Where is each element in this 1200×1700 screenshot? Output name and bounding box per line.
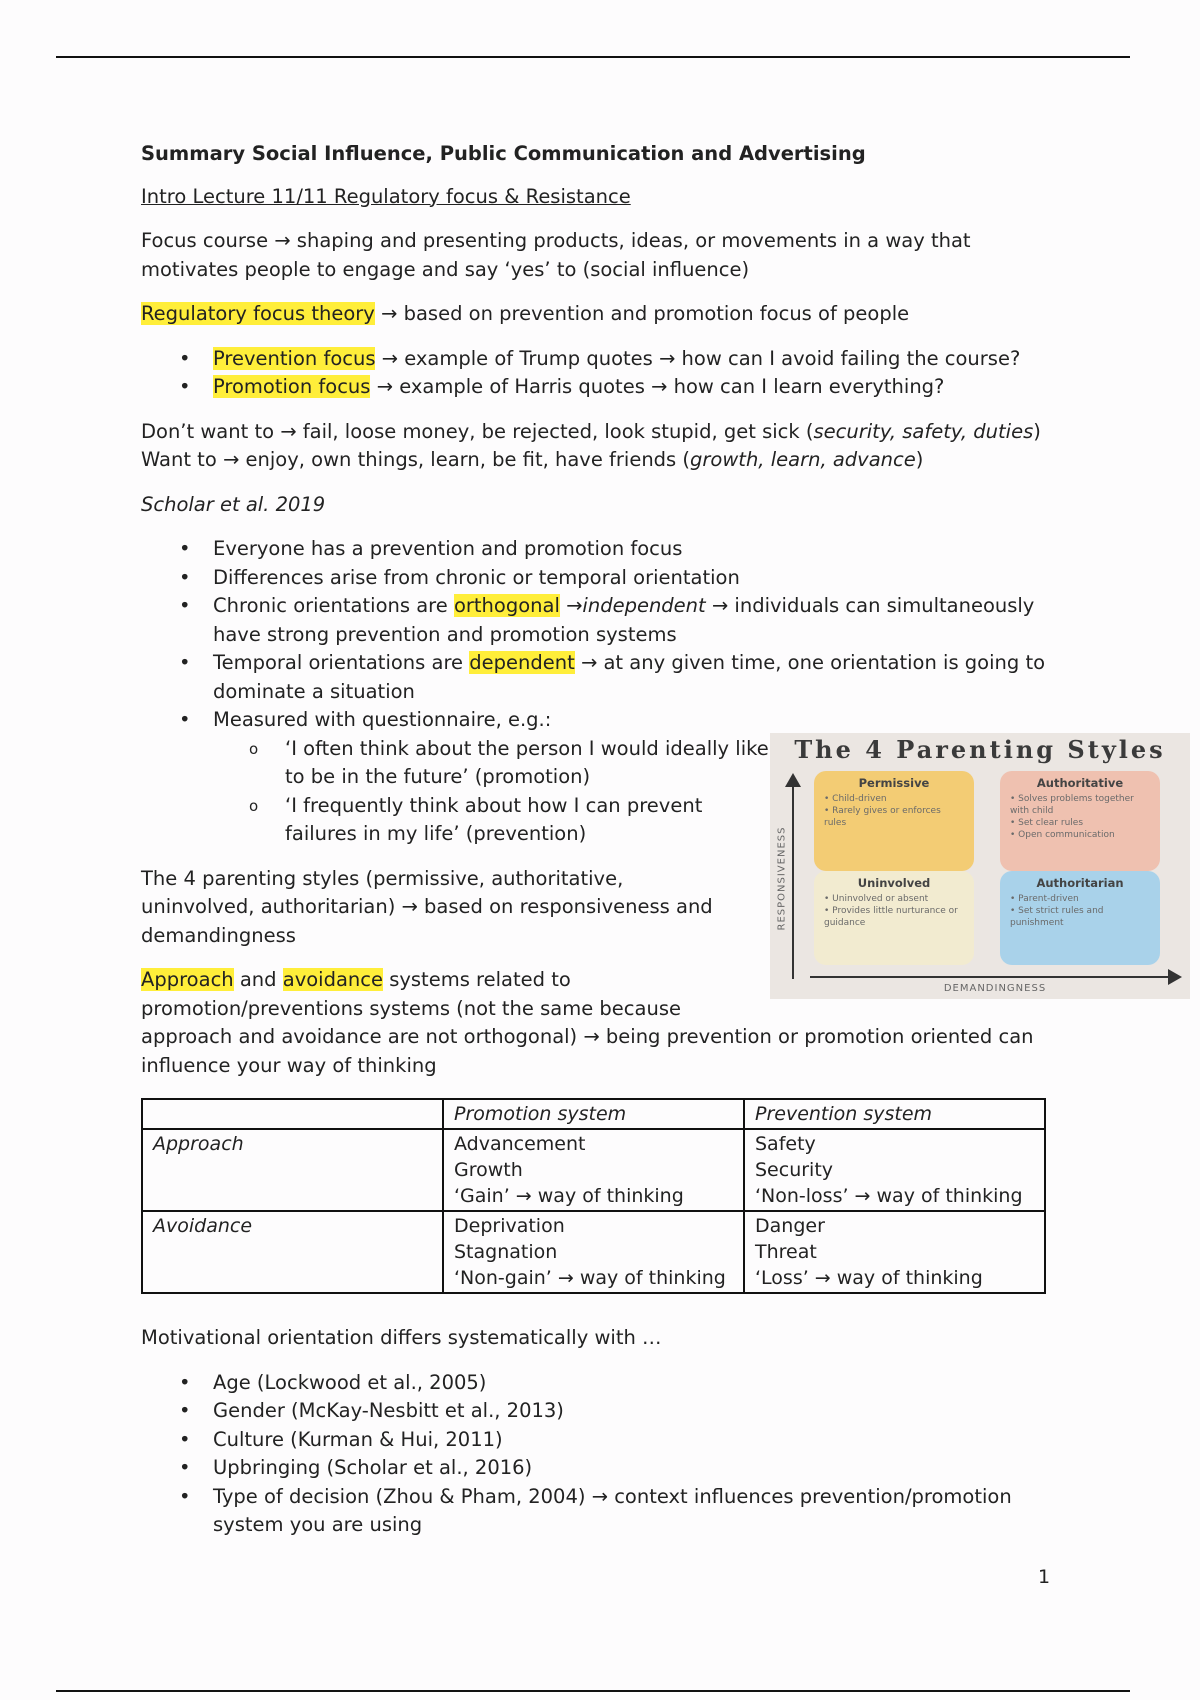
list-item-text: → individuals can simultaneously have strong prevention and promotion systems: [213, 594, 1035, 646]
list-item-text: →: [559, 594, 583, 617]
box-title: Uninvolved: [857, 876, 931, 890]
approach-line-2: promotion/preventions systems (not the same because: [141, 996, 681, 1020]
list-item: [141, 345, 1056, 374]
cell-line: ‘Loss’ → way of thinking: [755, 1267, 983, 1289]
list-item-text: Chronic orientations are: [213, 594, 454, 617]
list-item: • Upbringing (Scholar et al., 2016): [141, 1454, 1056, 1483]
permissive-box: [814, 771, 974, 871]
scholar-reference: Scholar et al. 2019: [141, 492, 326, 516]
cell-line: Deprivation: [454, 1215, 565, 1237]
lecture-subtitle: Intro Lecture 11/11 Regulatory focus & Resistance: [141, 184, 631, 208]
dont-want-text: Don’t want to → fail, loose money, be rejected, look stupid, get sick (: [141, 419, 814, 443]
dont-want-italic: security, safety, duties: [813, 419, 1034, 443]
box-item: • Rarely gives or enforces rules: [824, 806, 941, 828]
list-item: • Everyone has a prevention and promotion focus: [141, 535, 1056, 564]
focus-course-text: Focus course → shaping and presenting products, ideas, or movements in a way that motivates people to engage and say ‘yes’ to (social influence): [141, 229, 971, 281]
sub-list-item: o ‘I frequently think about how I can prevent failures in my life’ (prevention): [213, 792, 773, 849]
x-axis-label: DEMANDINGNESS: [943, 983, 1047, 994]
avoidance-term: avoidance: [282, 968, 383, 991]
list-item: • Differences arise from chronic or temporal orientation: [141, 564, 1056, 593]
cell-line: Danger: [755, 1215, 825, 1237]
motivational-text: Motivational orientation differs systematically with …: [141, 1326, 662, 1349]
list-item-text: Temporal orientations are: [213, 651, 470, 674]
sub-list-item: o ‘I often think about the person I would ideally like to be in the future’ (promotion): [213, 735, 773, 792]
approach-rest: systems related to: [383, 968, 571, 991]
x-axis: [810, 976, 1170, 978]
approach-row-label: Approach: [142, 1129, 443, 1211]
list-item: • Age (Lockwood et al., 2005): [141, 1369, 1056, 1398]
systems-table: [141, 1098, 1046, 1294]
cell-line: ‘Non-loss’ → way of thinking: [755, 1185, 1023, 1207]
table-cell: [443, 1211, 744, 1293]
table-header-row: [142, 1099, 1045, 1129]
box-item: • Set clear rules: [1010, 818, 1084, 828]
table-cell: [744, 1211, 1045, 1293]
want-italic: growth, learn, advance: [690, 448, 916, 471]
cell-line: ‘Non-gain’ → way of thinking: [454, 1267, 726, 1289]
want-end: ): [915, 448, 924, 471]
list-item-text: → at any given time, one orientation is going to dominate a situation: [213, 651, 1046, 703]
list-item: [141, 592, 1056, 649]
box-item: • Solves problems together with child: [1010, 794, 1134, 816]
table-corner-cell: [142, 1099, 443, 1129]
dont-want-end: ): [1033, 419, 1041, 443]
document-title: Summary Social Influence, Public Communication and Advertising: [141, 142, 866, 165]
cell-line: Threat: [755, 1241, 817, 1263]
prevention-system-header: Prevention system: [744, 1099, 1045, 1129]
independent-italic: independent: [582, 594, 706, 617]
questionnaire-sublist: [213, 735, 773, 849]
cell-line: Safety: [755, 1133, 816, 1155]
box-item: • Uninvolved or absent: [824, 894, 929, 904]
approach-term: Approach: [141, 968, 234, 991]
page-number: 1: [1038, 1566, 1051, 1588]
list-item: • Culture (Kurman & Hui, 2011): [141, 1426, 1056, 1455]
parenting-styles-figure: [770, 733, 1190, 999]
uninvolved-box: [814, 871, 974, 965]
motivational-list: [141, 1369, 1056, 1540]
cell-line: Stagnation: [454, 1241, 558, 1263]
orthogonal-term: orthogonal: [453, 594, 560, 617]
cell-line: ‘Gain’ → way of thinking: [454, 1185, 684, 1207]
parenting-styles-text: The 4 parenting styles (permissive, authoritative, uninvolved, authoritarian) → based on responsiveness and demandingness: [141, 866, 713, 947]
box-title: Permissive: [858, 776, 930, 790]
list-item-text: Measured with questionnaire, e.g.:: [213, 708, 552, 731]
focus-list: [141, 345, 1056, 402]
box-item: • Provides little nurturance or guidance: [824, 906, 958, 928]
dependent-term: dependent: [469, 651, 575, 674]
approach-and: and: [233, 968, 283, 991]
list-item: • Type of decision (Zhou & Pham, 2004) → context influences prevention/promotion system you are using: [141, 1483, 1056, 1540]
list-item-text: → example of Trump quotes → how can I avoid failing the course?: [375, 346, 1021, 370]
want-text: Want to → enjoy, own things, learn, be fit, have friends (: [141, 448, 691, 471]
promotion-focus-term: Promotion focus: [213, 375, 371, 398]
y-axis-label: RESPONSIVENESS: [776, 826, 788, 931]
bottom-rule: [56, 1690, 1130, 1692]
rft-paragraph: [141, 300, 1056, 329]
authoritarian-box: [1000, 871, 1160, 965]
authoritative-box: [1000, 771, 1160, 871]
want-line: [141, 446, 1056, 475]
prevention-focus-term: Prevention focus: [213, 346, 376, 370]
cell-line: Security: [755, 1159, 834, 1181]
figure-title: The 4 Parenting Styles: [794, 735, 1166, 764]
table-row: [142, 1211, 1045, 1293]
list-item-text: → example of Harris quotes → how can I learn everything?: [370, 375, 945, 398]
table-cell: [443, 1129, 744, 1211]
list-item: [141, 373, 1056, 402]
avoidance-row-label: Avoidance: [142, 1211, 443, 1293]
box-item: • Open communication: [1010, 830, 1115, 840]
box-title: Authoritative: [1036, 776, 1124, 790]
approach-line-3: approach and avoidance are not orthogonal) → being prevention or promotion oriented can influence your way of thinking: [141, 1025, 1034, 1077]
rft-rest: → based on prevention and promotion focus of people: [374, 302, 910, 325]
cell-line: Advancement: [454, 1133, 586, 1155]
dont-want-line: [141, 418, 1056, 447]
rft-term: Regulatory focus theory: [141, 302, 375, 325]
box-title: Authoritarian: [1036, 876, 1124, 890]
x-axis-arrow-icon: [1168, 969, 1182, 985]
promotion-system-header: Promotion system: [443, 1099, 744, 1129]
table-cell: [744, 1129, 1045, 1211]
list-item: • Gender (McKay-Nesbitt et al., 2013): [141, 1397, 1056, 1426]
cell-line: Growth: [454, 1159, 523, 1181]
box-item: • Set strict rules and punishment: [1010, 906, 1104, 928]
table-row: [142, 1129, 1045, 1211]
y-axis: [792, 783, 794, 979]
list-item: [141, 649, 1056, 706]
box-item: • Child-driven: [824, 794, 887, 804]
box-item: • Parent-driven: [1010, 894, 1079, 904]
top-rule: [56, 56, 1130, 58]
